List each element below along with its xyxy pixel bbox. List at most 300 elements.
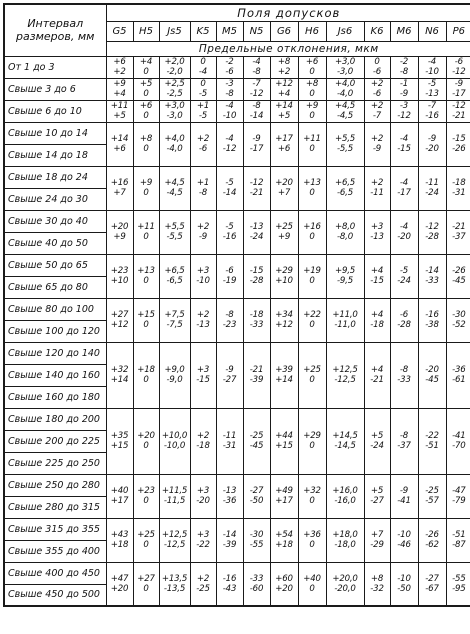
deviation-cell — [446, 298, 470, 342]
lower-deviation: 0 — [143, 188, 149, 198]
lower-deviation: -27 — [370, 496, 384, 506]
lower-deviation: -37 — [397, 441, 411, 451]
deviation-cell — [106, 56, 133, 78]
deviation-cell — [243, 342, 270, 408]
lower-deviation: -28 — [249, 276, 264, 286]
deviation-cell — [446, 78, 470, 100]
deviation-cell — [216, 298, 243, 342]
upper-deviation: -5 — [427, 79, 437, 89]
lower-deviation: -13 — [370, 232, 384, 242]
upper-deviation: -41 — [452, 431, 466, 441]
lower-deviation: -4,0 — [337, 89, 353, 99]
upper-deviation: +27 — [137, 573, 155, 584]
lower-deviation: -24 — [370, 441, 384, 451]
lower-deviation: -20 — [425, 144, 439, 154]
upper-deviation: +5,5 — [334, 134, 356, 144]
upper-deviation: +9,0 — [164, 365, 185, 375]
upper-deviation: +5 — [370, 431, 384, 441]
lower-deviation: -6,5 — [337, 188, 353, 198]
upper-deviation: +19 — [303, 266, 321, 276]
lower-deviation: +15 — [275, 441, 293, 451]
upper-deviation: +12,5 — [161, 530, 188, 540]
upper-deviation: +3 — [196, 266, 210, 276]
lower-deviation: 0 — [143, 276, 149, 286]
lower-deviation: -9,0 — [166, 375, 183, 385]
upper-deviation: +16 — [110, 178, 129, 188]
upper-deviation: +40 — [303, 573, 321, 584]
deviation-cell — [106, 100, 133, 122]
upper-deviation: -16 — [425, 310, 439, 320]
upper-deviation: -33 — [249, 573, 264, 584]
upper-deviation: +16,0 — [332, 486, 358, 496]
lower-deviation: -79 — [452, 496, 466, 506]
deviation-cell — [298, 474, 326, 518]
upper-deviation: +11 — [110, 101, 129, 111]
deviation-cell — [418, 166, 446, 210]
upper-deviation: -21 — [452, 222, 466, 232]
upper-deviation: -47 — [452, 486, 466, 496]
deviation-cell — [446, 210, 470, 254]
upper-deviation: +3,0 — [164, 101, 185, 111]
upper-deviation: +6 — [139, 101, 153, 111]
upper-deviation: -4 — [399, 178, 409, 188]
lower-deviation: -33 — [425, 276, 439, 286]
lower-deviation: -4,0 — [166, 144, 183, 154]
upper-deviation: +11 — [137, 222, 155, 232]
upper-deviation: +3 — [196, 530, 210, 540]
lower-deviation: -6,5 — [166, 276, 183, 286]
deviation-cell — [364, 78, 390, 100]
lower-deviation: -6 — [372, 89, 382, 99]
lower-deviation: -5 — [198, 111, 208, 121]
lower-deviation: +18 — [110, 540, 129, 550]
deviation-cell — [390, 298, 418, 342]
zone-header: Js5 — [159, 21, 190, 41]
lower-deviation: -20 — [397, 232, 411, 242]
deviation-cell — [364, 408, 390, 474]
lower-deviation: -6 — [372, 67, 382, 77]
upper-deviation: -13 — [222, 486, 237, 496]
upper-deviation: -9 — [225, 365, 234, 375]
upper-deviation: -5 — [225, 222, 234, 232]
deviation-cell — [106, 210, 133, 254]
deviation-cell — [216, 342, 243, 408]
upper-deviation: +35 — [110, 431, 129, 441]
table-row — [4, 166, 470, 188]
upper-deviation: +4 — [370, 310, 384, 320]
upper-deviation: -7 — [252, 79, 261, 89]
upper-deviation: -4 — [399, 134, 409, 144]
lower-deviation: -24 — [249, 232, 264, 242]
size-range-cell: Свыше 200 до 225 — [4, 430, 106, 452]
lower-deviation: -12,5 — [163, 540, 186, 550]
deviation-cell — [298, 342, 326, 408]
lower-deviation: +14 — [275, 375, 293, 385]
upper-deviation: +2 — [370, 79, 384, 89]
deviation-cell — [326, 78, 364, 100]
deviation-cell — [216, 56, 243, 78]
size-range-cell: Свыше 80 до 100 — [4, 298, 106, 320]
deviation-cell — [298, 254, 326, 298]
lower-deviation: 0 — [143, 583, 149, 594]
size-range-cell: Свыше 225 до 250 — [4, 452, 106, 474]
lower-deviation: 0 — [143, 144, 149, 154]
lower-deviation: -21 — [452, 111, 466, 121]
lower-deviation: +7 — [277, 188, 291, 198]
deviation-cell — [106, 562, 133, 606]
deviation-cell — [216, 474, 243, 518]
zone-header: M6 — [390, 21, 418, 41]
upper-deviation: +20 — [275, 178, 293, 188]
lower-deviation: -8 — [252, 67, 261, 77]
deviation-cell — [390, 78, 418, 100]
lower-deviation: -10 — [425, 67, 439, 77]
deviation-cell — [298, 518, 326, 562]
lower-deviation: -55 — [249, 540, 264, 550]
upper-deviation: -2 — [399, 57, 409, 67]
deviation-cell — [243, 166, 270, 210]
deviation-cell — [159, 518, 190, 562]
lower-deviation: +5 — [113, 111, 126, 121]
size-range-cell: Свыше 180 до 200 — [4, 408, 106, 430]
upper-deviation: -4 — [399, 222, 409, 232]
upper-deviation: 0 — [200, 79, 206, 89]
lower-deviation: -18 — [196, 441, 210, 451]
upper-deviation: +13 — [303, 178, 321, 188]
lower-deviation: 0 — [309, 540, 315, 550]
deviation-cell — [298, 78, 326, 100]
deviation-cell — [418, 408, 446, 474]
lower-deviation: +9 — [113, 232, 126, 242]
deviation-cell — [364, 56, 390, 78]
upper-deviation: -9 — [399, 486, 409, 496]
upper-deviation: +5 — [139, 79, 153, 89]
lower-deviation: -17 — [249, 144, 264, 154]
lower-deviation: -9 — [399, 89, 409, 99]
deviation-cell — [326, 56, 364, 78]
lower-deviation: -33 — [249, 320, 264, 330]
deviation-cell — [390, 518, 418, 562]
lower-deviation: -10 — [196, 276, 210, 286]
upper-deviation: +2 — [370, 134, 384, 144]
deviation-cell — [216, 408, 243, 474]
deviation-cell — [190, 342, 216, 408]
table-row — [4, 78, 470, 100]
upper-deviation: +25 — [137, 530, 155, 540]
lower-deviation: +6 — [277, 144, 291, 154]
deviation-cell — [446, 254, 470, 298]
lower-deviation: +4 — [277, 89, 291, 99]
size-range-cell: Свыше 315 до 355 — [4, 518, 106, 540]
lower-deviation: -39 — [249, 375, 264, 385]
deviation-cell — [243, 562, 270, 606]
lower-deviation: -13 — [425, 89, 439, 99]
deviation-cell — [190, 210, 216, 254]
lower-deviation: -6 — [225, 67, 234, 77]
upper-deviation: +3 — [196, 486, 210, 496]
lower-deviation: 0 — [309, 583, 315, 594]
deviation-cell — [418, 254, 446, 298]
upper-deviation: -4 — [225, 134, 234, 144]
size-range-cell: Свыше 250 до 280 — [4, 474, 106, 496]
size-range-cell: Свыше 24 до 30 — [4, 188, 106, 210]
deviation-cell — [298, 122, 326, 166]
upper-deviation: +3 — [196, 365, 210, 375]
deviation-cell — [243, 122, 270, 166]
upper-deviation: -11 — [425, 178, 439, 188]
upper-deviation: +4,5 — [164, 178, 185, 188]
zone-header: K5 — [190, 21, 216, 41]
deviation-cell — [418, 518, 446, 562]
upper-deviation: -2 — [225, 57, 234, 67]
size-range-cell: Свыше 6 до 10 — [4, 100, 106, 122]
lower-deviation: -4,5 — [337, 111, 353, 121]
lower-deviation: +20 — [110, 583, 129, 594]
deviation-cell — [298, 562, 326, 606]
upper-deviation: +29 — [275, 266, 293, 276]
upper-deviation: +6,5 — [334, 178, 356, 188]
zone-header: M5 — [216, 21, 243, 41]
deviation-cell — [243, 210, 270, 254]
upper-deviation: +23 — [110, 266, 129, 276]
upper-deviation: +8 — [277, 57, 291, 67]
upper-deviation: -8 — [252, 101, 261, 111]
upper-deviation: +39 — [275, 365, 293, 375]
upper-deviation: +2 — [370, 101, 384, 111]
deviation-cell — [106, 474, 133, 518]
upper-deviation: +7 — [370, 530, 384, 540]
upper-deviation: +3 — [370, 222, 384, 232]
table-row — [4, 210, 470, 232]
lower-deviation: -87 — [452, 540, 466, 550]
upper-deviation: +14 — [110, 134, 129, 144]
deviation-cell — [190, 56, 216, 78]
upper-deviation: +54 — [275, 530, 293, 540]
lower-deviation: +2 — [277, 67, 291, 77]
deviation-cell — [243, 408, 270, 474]
deviation-cell — [190, 254, 216, 298]
lower-deviation: +7 — [113, 188, 126, 198]
deviation-cell — [326, 122, 364, 166]
upper-deviation: +12 — [275, 79, 293, 89]
tolerance-fields-header: Поля допусков — [106, 4, 470, 21]
tolerance-table — [3, 3, 470, 607]
lower-deviation: -45 — [249, 441, 264, 451]
upper-deviation: +27 — [110, 310, 129, 320]
deviation-cell — [159, 100, 190, 122]
deviation-cell — [418, 342, 446, 408]
lower-deviation: 0 — [309, 320, 315, 330]
upper-deviation: +2 — [196, 222, 210, 232]
deviation-cell — [106, 122, 133, 166]
deviation-cell — [390, 210, 418, 254]
upper-deviation: +3,0 — [334, 57, 356, 67]
lower-deviation: -33 — [397, 375, 411, 385]
deviation-cell — [390, 408, 418, 474]
deviation-cell — [326, 562, 364, 606]
lower-deviation: -17 — [397, 188, 411, 198]
upper-deviation: +16 — [303, 222, 321, 232]
deviation-cell — [298, 408, 326, 474]
upper-deviation: +2,0 — [164, 57, 185, 67]
lower-deviation: -52 — [452, 320, 466, 330]
deviation-cell — [446, 56, 470, 78]
lower-deviation: 0 — [309, 144, 315, 154]
lower-deviation: -28 — [425, 232, 439, 242]
upper-deviation: -20 — [425, 365, 439, 375]
deviation-cell — [270, 342, 298, 408]
deviation-cell — [446, 474, 470, 518]
deviation-cell — [106, 298, 133, 342]
upper-deviation: +4,5 — [334, 101, 356, 111]
lower-deviation: -14 — [249, 111, 264, 121]
lower-deviation: 0 — [309, 375, 315, 385]
upper-deviation: +2 — [370, 178, 384, 188]
zone-header: G5 — [106, 21, 133, 41]
lower-deviation: -5,5 — [166, 232, 183, 242]
table-row — [4, 100, 470, 122]
lower-deviation: 0 — [143, 496, 149, 506]
upper-deviation: +34 — [275, 310, 293, 320]
deviation-cell — [446, 518, 470, 562]
upper-deviation: +60 — [275, 573, 293, 584]
deviation-cell — [418, 210, 446, 254]
upper-deviation: +5 — [370, 486, 384, 496]
lower-deviation: -29 — [370, 540, 384, 550]
lower-deviation: -18 — [370, 320, 384, 330]
lower-deviation: +15 — [110, 441, 129, 451]
upper-deviation: +4,0 — [334, 79, 356, 89]
deviation-cell — [190, 474, 216, 518]
lower-deviation: -95 — [452, 583, 466, 594]
upper-deviation: +6,5 — [164, 266, 185, 276]
deviation-cell — [364, 254, 390, 298]
deviation-cell — [159, 298, 190, 342]
size-range-cell: Свыше 10 до 14 — [4, 122, 106, 144]
lower-deviation: -14,5 — [334, 441, 356, 451]
deviation-cell — [190, 518, 216, 562]
lower-deviation: +17 — [110, 496, 129, 506]
upper-deviation: +13 — [137, 266, 155, 276]
upper-deviation: +29 — [303, 431, 321, 441]
upper-deviation: -27 — [249, 486, 264, 496]
lower-deviation: 0 — [143, 67, 149, 77]
deviation-cell — [133, 518, 159, 562]
lower-deviation: -15 — [370, 276, 384, 286]
deviation-cell — [326, 210, 364, 254]
deviation-cell — [190, 122, 216, 166]
deviation-cell — [243, 100, 270, 122]
deviation-cell — [190, 562, 216, 606]
upper-deviation: -6 — [454, 57, 463, 67]
upper-deviation: +12,5 — [332, 365, 358, 375]
lower-deviation: -13,5 — [163, 583, 186, 594]
upper-deviation: -12 — [249, 178, 264, 188]
deviation-cell — [270, 210, 298, 254]
size-range-cell: Свыше 18 до 24 — [4, 166, 106, 188]
upper-deviation: -15 — [249, 266, 264, 276]
deviation-cell — [190, 100, 216, 122]
deviation-cell — [270, 518, 298, 562]
deviation-cell — [326, 100, 364, 122]
size-range-cell: Свыше 65 до 80 — [4, 276, 106, 298]
lower-deviation: -8 — [198, 188, 208, 198]
table-row — [4, 518, 470, 540]
lower-deviation: -7,5 — [166, 320, 183, 330]
lower-deviation: +10 — [110, 276, 129, 286]
upper-deviation: +6 — [113, 57, 126, 67]
lower-deviation: -11,0 — [334, 320, 356, 330]
deviation-cell — [326, 408, 364, 474]
upper-deviation: -10 — [397, 530, 411, 540]
upper-deviation: -12 — [452, 101, 466, 111]
upper-deviation: +10,0 — [161, 431, 188, 441]
lower-deviation: -21 — [249, 188, 264, 198]
deviation-cell — [190, 298, 216, 342]
lower-deviation: -19 — [222, 276, 237, 286]
upper-deviation: +13,5 — [161, 573, 188, 584]
deviation-cell — [446, 342, 470, 408]
upper-deviation: +9 — [305, 101, 319, 111]
deviation-cell — [446, 100, 470, 122]
deviation-cell — [418, 56, 446, 78]
lower-deviation: -51 — [425, 441, 439, 451]
deviation-cell — [364, 562, 390, 606]
lower-deviation: 0 — [309, 441, 315, 451]
upper-deviation: +11 — [303, 134, 321, 144]
deviation-cell — [243, 518, 270, 562]
lower-deviation: +10 — [275, 276, 293, 286]
lower-deviation: -22 — [196, 540, 210, 550]
upper-deviation: +9 — [139, 178, 153, 188]
lower-deviation: +14 — [110, 375, 129, 385]
upper-deviation: +8 — [305, 79, 319, 89]
deviation-cell — [106, 342, 133, 408]
upper-deviation: +22 — [303, 310, 321, 320]
upper-deviation: -6 — [225, 266, 234, 276]
deviation-cell — [216, 210, 243, 254]
table-row — [4, 254, 470, 276]
upper-deviation: +32 — [110, 365, 129, 375]
deviation-cell — [270, 298, 298, 342]
upper-deviation: -55 — [452, 573, 466, 584]
lower-deviation: -17 — [452, 89, 466, 99]
deviation-cell — [326, 474, 364, 518]
deviation-cell — [106, 408, 133, 474]
deviation-cell — [326, 166, 364, 210]
upper-deviation: +49 — [275, 486, 293, 496]
upper-deviation: +2 — [196, 310, 210, 320]
deviation-cell — [270, 122, 298, 166]
deviation-cell — [446, 166, 470, 210]
deviation-cell — [159, 408, 190, 474]
upper-deviation: +20,0 — [332, 573, 358, 584]
upper-deviation: +7,5 — [164, 310, 185, 320]
table-row — [4, 408, 470, 430]
deviation-cell — [326, 298, 364, 342]
deviation-cell — [216, 100, 243, 122]
upper-deviation: +47 — [110, 573, 129, 584]
lower-deviation: -12,5 — [334, 375, 356, 385]
deviation-cell — [364, 166, 390, 210]
deviation-cell — [133, 122, 159, 166]
deviation-cell — [270, 562, 298, 606]
lower-deviation: 0 — [309, 188, 315, 198]
lower-deviation: -9 — [372, 144, 382, 154]
lower-deviation: -2,5 — [166, 89, 183, 99]
deviation-cell — [106, 518, 133, 562]
zone-header: N5 — [243, 21, 270, 41]
